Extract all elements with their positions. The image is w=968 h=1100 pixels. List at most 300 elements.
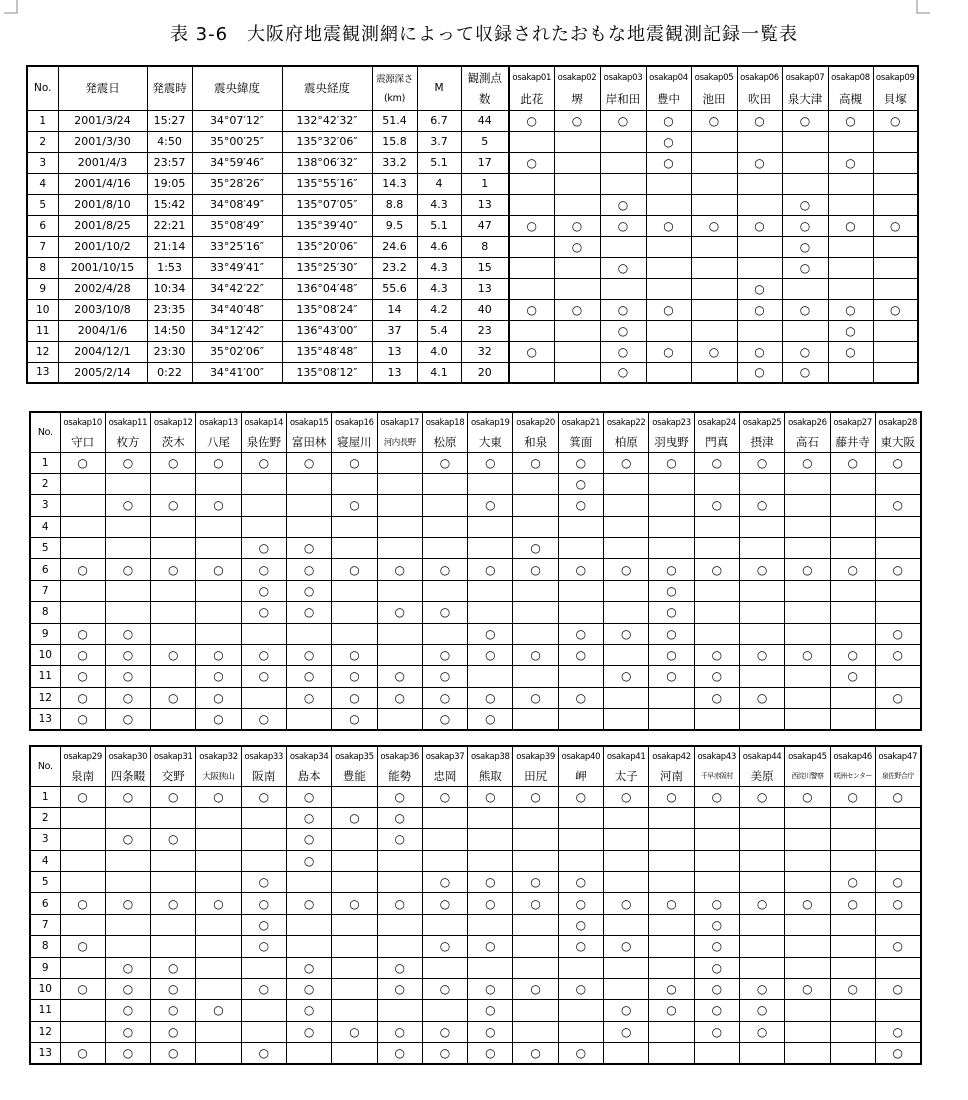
station-code: osakap34 [286, 746, 331, 766]
empty-cell [694, 709, 739, 731]
record-mark: ○ [513, 978, 558, 999]
earthquake-list-table [26, 65, 919, 384]
record-mark: ○ [241, 786, 286, 807]
record-mark: ○ [558, 1043, 603, 1065]
table-row [30, 807, 921, 828]
empty-cell [830, 914, 875, 935]
empty-cell [691, 236, 737, 257]
record-mark: ○ [649, 786, 694, 807]
cell-time: 10:34 [147, 278, 192, 299]
record-mark: ○ [151, 1043, 196, 1065]
cell-no: 9 [27, 278, 58, 299]
cell-date: 2001/3/30 [58, 131, 147, 152]
empty-cell [241, 516, 286, 537]
cell-mag: 4.0 [417, 341, 461, 362]
record-mark: ○ [468, 786, 513, 807]
empty-cell [241, 473, 286, 494]
record-mark: ○ [513, 1043, 558, 1065]
cell-lon: 135°08′12″ [282, 362, 372, 383]
record-mark: ○ [830, 872, 875, 893]
empty-cell [468, 850, 513, 871]
empty-cell [830, 580, 875, 601]
record-mark: ○ [649, 1000, 694, 1021]
record-mark: ○ [828, 341, 873, 362]
record-mark: ○ [694, 495, 739, 516]
station-code: osakap06 [737, 66, 782, 88]
empty-cell [830, 709, 875, 731]
empty-cell [513, 580, 558, 601]
empty-cell [151, 516, 196, 537]
empty-cell [151, 872, 196, 893]
empty-cell [468, 580, 513, 601]
empty-cell [785, 580, 830, 601]
empty-cell [875, 829, 920, 850]
station-code: osakap37 [422, 746, 467, 766]
empty-cell [151, 666, 196, 687]
cell-points: 1 [461, 173, 509, 194]
record-mark: ○ [739, 687, 784, 708]
empty-cell [830, 1043, 875, 1065]
record-mark: ○ [646, 341, 691, 362]
empty-cell [691, 257, 737, 278]
empty-cell [691, 362, 737, 383]
record-mark: ○ [468, 709, 513, 731]
record-mark: ○ [604, 786, 649, 807]
record-mark: ○ [105, 1021, 150, 1042]
record-mark: ○ [694, 666, 739, 687]
col-header-depth-unit: (km) [372, 88, 417, 110]
empty-cell [785, 666, 830, 687]
record-mark: ○ [558, 914, 603, 935]
record-mark: ○ [196, 1000, 241, 1021]
station-name: 西淀川警察 [785, 766, 830, 786]
station-name: 泉佐野合庁 [875, 766, 920, 786]
record-mark: ○ [286, 644, 331, 665]
record-mark: ○ [558, 644, 603, 665]
empty-cell [196, 936, 241, 957]
empty-cell [241, 807, 286, 828]
empty-cell [241, 1000, 286, 1021]
empty-cell [286, 495, 331, 516]
station-code: osakap19 [468, 412, 513, 432]
record-mark: ○ [782, 236, 828, 257]
station-name: 豊中 [646, 88, 691, 110]
table-row [30, 1043, 921, 1065]
record-mark: ○ [694, 687, 739, 708]
cell-lon: 136°04′48″ [282, 278, 372, 299]
empty-cell [286, 914, 331, 935]
empty-cell [739, 580, 784, 601]
empty-cell [875, 807, 920, 828]
empty-cell [422, 957, 467, 978]
empty-cell [196, 623, 241, 644]
record-mark: ○ [828, 110, 873, 131]
empty-cell [151, 936, 196, 957]
empty-cell [782, 152, 828, 173]
empty-cell [151, 709, 196, 731]
table-row [27, 194, 918, 215]
empty-cell [875, 666, 920, 687]
record-mark: ○ [782, 110, 828, 131]
empty-cell [377, 1000, 422, 1021]
record-mark: ○ [558, 687, 603, 708]
empty-cell [558, 1021, 603, 1042]
table-row [27, 173, 918, 194]
empty-cell [646, 257, 691, 278]
empty-cell [694, 580, 739, 601]
record-mark: ○ [60, 978, 105, 999]
cell-points: 17 [461, 152, 509, 173]
empty-cell [694, 872, 739, 893]
cell-no: 5 [30, 872, 60, 893]
cell-no: 6 [27, 215, 58, 236]
empty-cell [739, 709, 784, 731]
record-mark: ○ [422, 559, 467, 580]
table-row [30, 452, 921, 473]
cell-date: 2001/8/25 [58, 215, 147, 236]
empty-cell [468, 473, 513, 494]
cell-no: 7 [27, 236, 58, 257]
empty-cell [828, 278, 873, 299]
record-mark: ○ [60, 687, 105, 708]
cell-points: 20 [461, 362, 509, 383]
record-mark: ○ [509, 341, 554, 362]
station-code: osakap11 [105, 412, 150, 432]
record-mark: ○ [60, 786, 105, 807]
empty-cell [151, 538, 196, 559]
cell-no: 11 [30, 666, 60, 687]
empty-cell [196, 957, 241, 978]
cell-points: 47 [461, 215, 509, 236]
record-mark: ○ [377, 786, 422, 807]
empty-cell [513, 1000, 558, 1021]
record-mark: ○ [60, 1043, 105, 1065]
empty-cell [241, 495, 286, 516]
empty-cell [604, 850, 649, 871]
station-name: 能勢 [377, 766, 422, 786]
station-code: osakap02 [554, 66, 600, 88]
empty-cell [691, 173, 737, 194]
empty-cell [286, 1043, 331, 1065]
cell-lon: 135°07′05″ [282, 194, 372, 215]
record-mark: ○ [332, 644, 377, 665]
empty-cell [558, 1000, 603, 1021]
empty-cell [691, 152, 737, 173]
cell-time: 23:35 [147, 299, 192, 320]
record-mark: ○ [509, 299, 554, 320]
cell-no: 8 [30, 602, 60, 623]
station-name: 熊取 [468, 766, 513, 786]
record-mark: ○ [286, 559, 331, 580]
record-mark: ○ [875, 872, 920, 893]
empty-cell [875, 602, 920, 623]
empty-cell [828, 236, 873, 257]
record-mark: ○ [377, 559, 422, 580]
station-code: osakap24 [694, 412, 739, 432]
cell-lat: 34°42′22″ [192, 278, 282, 299]
cell-time: 21:14 [147, 236, 192, 257]
cell-lon: 132°42′32″ [282, 110, 372, 131]
station-name: 田尻 [513, 766, 558, 786]
empty-cell [600, 152, 646, 173]
record-mark: ○ [151, 786, 196, 807]
record-mark: ○ [509, 152, 554, 173]
empty-cell [691, 131, 737, 152]
record-mark: ○ [649, 602, 694, 623]
record-mark: ○ [332, 893, 377, 914]
record-mark: ○ [604, 623, 649, 644]
record-mark: ○ [151, 687, 196, 708]
empty-cell [509, 362, 554, 383]
empty-cell [600, 131, 646, 152]
record-mark: ○ [739, 1021, 784, 1042]
empty-cell [694, 1043, 739, 1065]
empty-cell [828, 173, 873, 194]
cell-depth: 37 [372, 320, 417, 341]
record-mark: ○ [105, 709, 150, 731]
record-mark: ○ [332, 452, 377, 473]
cell-lon: 135°39′40″ [282, 215, 372, 236]
empty-cell [513, 473, 558, 494]
empty-cell [105, 872, 150, 893]
record-mark: ○ [875, 687, 920, 708]
empty-cell [554, 194, 600, 215]
empty-cell [377, 709, 422, 731]
record-mark: ○ [241, 580, 286, 601]
empty-cell [785, 957, 830, 978]
empty-cell [513, 957, 558, 978]
empty-cell [691, 320, 737, 341]
record-mark: ○ [737, 299, 782, 320]
station-name: 河内長野 [377, 432, 422, 452]
station-name: 豊能 [332, 766, 377, 786]
empty-cell [241, 1021, 286, 1042]
cell-mag: 5.4 [417, 320, 461, 341]
station-code: osakap28 [875, 412, 920, 432]
cell-mag: 3.7 [417, 131, 461, 152]
record-mark: ○ [694, 452, 739, 473]
empty-cell [739, 623, 784, 644]
cell-time: 22:21 [147, 215, 192, 236]
empty-cell [554, 278, 600, 299]
cell-lon: 135°32′06″ [282, 131, 372, 152]
record-mark: ○ [468, 452, 513, 473]
record-mark: ○ [830, 644, 875, 665]
empty-cell [377, 452, 422, 473]
empty-cell [558, 666, 603, 687]
empty-cell [739, 473, 784, 494]
record-mark: ○ [151, 978, 196, 999]
record-mark: ○ [377, 807, 422, 828]
empty-cell [785, 516, 830, 537]
cell-lat: 33°25′16″ [192, 236, 282, 257]
record-mark: ○ [782, 215, 828, 236]
col-header-date: 発震日 [58, 66, 147, 110]
cell-time: 23:57 [147, 152, 192, 173]
cell-points: 5 [461, 131, 509, 152]
empty-cell [377, 623, 422, 644]
record-mark: ○ [600, 299, 646, 320]
empty-cell [604, 957, 649, 978]
table-row [30, 709, 921, 731]
cell-date: 2001/10/15 [58, 257, 147, 278]
record-mark: ○ [286, 850, 331, 871]
record-mark: ○ [737, 341, 782, 362]
cell-lon: 135°55′16″ [282, 173, 372, 194]
cell-time: 15:27 [147, 110, 192, 131]
station-name: 和泉 [513, 432, 558, 452]
record-mark: ○ [828, 215, 873, 236]
cell-mag: 4.6 [417, 236, 461, 257]
col-header-time: 発震時 [147, 66, 192, 110]
cell-points: 8 [461, 236, 509, 257]
cell-lat: 35°08′49″ [192, 215, 282, 236]
cell-date: 2001/4/3 [58, 152, 147, 173]
station-code: osakap46 [830, 746, 875, 766]
empty-cell [377, 580, 422, 601]
empty-cell [604, 914, 649, 935]
record-mark: ○ [691, 341, 737, 362]
empty-cell [105, 538, 150, 559]
empty-cell [691, 278, 737, 299]
header-row [27, 66, 918, 88]
cell-points: 13 [461, 194, 509, 215]
record-mark: ○ [830, 978, 875, 999]
record-mark: ○ [468, 1021, 513, 1042]
record-mark: ○ [468, 644, 513, 665]
cell-time: 1:53 [147, 257, 192, 278]
empty-cell [604, 644, 649, 665]
cell-no: 2 [27, 131, 58, 152]
empty-cell [649, 1021, 694, 1042]
record-mark: ○ [646, 152, 691, 173]
empty-cell [377, 473, 422, 494]
empty-cell [60, 580, 105, 601]
empty-cell [785, 872, 830, 893]
record-mark: ○ [60, 709, 105, 731]
table-row [27, 131, 918, 152]
empty-cell [830, 1021, 875, 1042]
empty-cell [649, 872, 694, 893]
table-row [30, 559, 921, 580]
record-mark: ○ [286, 687, 331, 708]
station-name: 美原 [739, 766, 784, 786]
record-mark: ○ [422, 978, 467, 999]
record-mark: ○ [241, 644, 286, 665]
empty-cell [649, 495, 694, 516]
cell-time: 19:05 [147, 173, 192, 194]
record-mark: ○ [694, 893, 739, 914]
record-mark: ○ [422, 644, 467, 665]
empty-cell [286, 473, 331, 494]
station-code: osakap40 [558, 746, 603, 766]
empty-cell [151, 914, 196, 935]
empty-cell [646, 194, 691, 215]
empty-cell [509, 236, 554, 257]
station-code: osakap39 [513, 746, 558, 766]
empty-cell [873, 152, 918, 173]
cell-no: 1 [30, 786, 60, 807]
empty-cell [332, 1043, 377, 1065]
empty-cell [554, 362, 600, 383]
empty-cell [828, 257, 873, 278]
empty-cell [737, 131, 782, 152]
empty-cell [468, 957, 513, 978]
empty-cell [830, 829, 875, 850]
record-mark: ○ [105, 644, 150, 665]
station-name: 守口 [60, 432, 105, 452]
empty-cell [739, 1043, 784, 1065]
record-mark: ○ [286, 1000, 331, 1021]
station-name: 此花 [509, 88, 554, 110]
cell-no: 8 [27, 257, 58, 278]
empty-cell [332, 786, 377, 807]
table-row [30, 829, 921, 850]
record-mark: ○ [286, 452, 331, 473]
record-mark: ○ [105, 978, 150, 999]
cell-lat: 35°02′06″ [192, 341, 282, 362]
cell-no: 3 [30, 829, 60, 850]
empty-cell [691, 194, 737, 215]
record-mark: ○ [151, 452, 196, 473]
record-mark: ○ [196, 666, 241, 687]
record-mark: ○ [737, 110, 782, 131]
station-code: osakap20 [513, 412, 558, 432]
cell-mag: 5.1 [417, 152, 461, 173]
empty-cell [649, 516, 694, 537]
station-name: 貝塚 [873, 88, 918, 110]
record-mark: ○ [241, 1043, 286, 1065]
empty-cell [241, 623, 286, 644]
cell-date: 2002/4/28 [58, 278, 147, 299]
record-mark: ○ [649, 452, 694, 473]
station-code: osakap36 [377, 746, 422, 766]
cell-lat: 34°41′00″ [192, 362, 282, 383]
empty-cell [332, 473, 377, 494]
record-mark: ○ [151, 957, 196, 978]
empty-cell [873, 257, 918, 278]
record-mark: ○ [513, 786, 558, 807]
record-mark: ○ [646, 299, 691, 320]
record-mark: ○ [600, 215, 646, 236]
record-mark: ○ [737, 362, 782, 383]
empty-cell [646, 320, 691, 341]
empty-cell [422, 516, 467, 537]
cell-lon: 135°25′30″ [282, 257, 372, 278]
empty-cell [513, 936, 558, 957]
table-row [30, 872, 921, 893]
record-mark: ○ [782, 194, 828, 215]
station-name: 太子 [604, 766, 649, 786]
table-row [27, 362, 918, 383]
empty-cell [377, 644, 422, 665]
table-row [30, 978, 921, 999]
station-code: osakap18 [422, 412, 467, 432]
station-name: 咲洲センター [830, 766, 875, 786]
cell-date: 2001/3/24 [58, 110, 147, 131]
record-mark: ○ [422, 872, 467, 893]
empty-cell [105, 516, 150, 537]
empty-cell [422, 538, 467, 559]
record-mark: ○ [377, 1043, 422, 1065]
record-mark: ○ [873, 110, 918, 131]
record-mark: ○ [105, 893, 150, 914]
table-row [30, 1021, 921, 1042]
empty-cell [649, 936, 694, 957]
cell-mag: 6.7 [417, 110, 461, 131]
cell-no: 2 [30, 473, 60, 494]
station-code: osakap43 [694, 746, 739, 766]
